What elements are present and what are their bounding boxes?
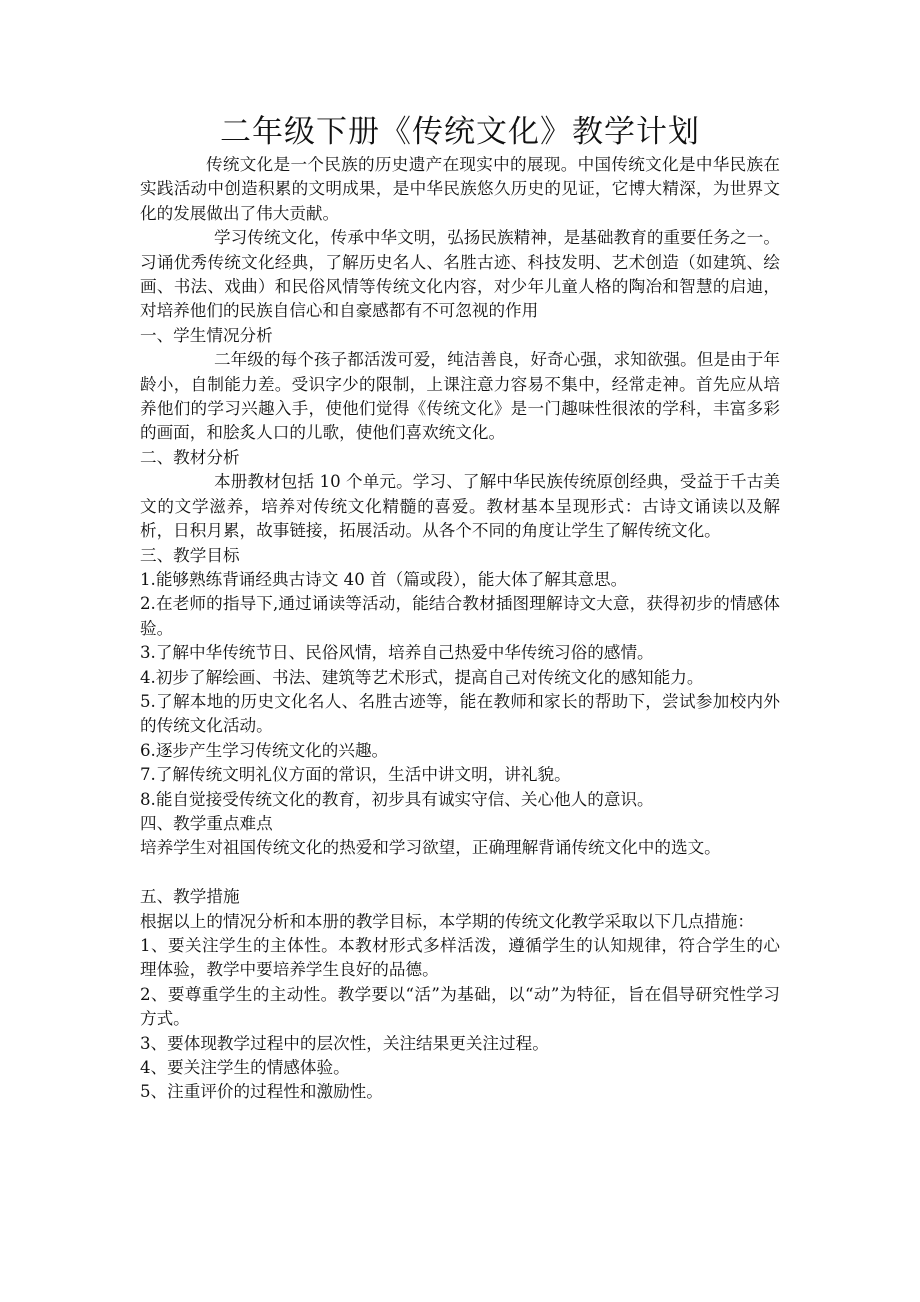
intro-paragraph: 学习传统文化，传承中华文明，弘扬民族精神，是基础教育的重要任务之一。习诵优秀传统文化经典，了解历史名人、名胜古迹、科技发明、艺术创造（如建筑、绘画、书法、戏曲）和民俗风情等传统文化内容，对少年儿童人格的陶冶和智慧的启迪，对培养他们的民族自信心和自豪感都有不可忽视的作用 [140,228,780,321]
section-paragraph: 根据以上的情况分析和本册的教学目标，本学期的传统文化教学采取以下几点措施： [140,911,754,931]
list-item: 3、要体现教学过程中的层次性，关注结果更关注过程。 [140,1033,549,1053]
list-item: 7.了解传统文明礼仪方面的常识，生活中讲文明，讲礼貌。 [140,765,571,785]
list-item: 4.初步了解绘画、书法、建筑等艺术形式，提高自己对传统文化的感知能力。 [140,667,704,687]
section-paragraph: 本册教材包括 10 个单元。学习、了解中华民族传统原创经典，受益于千古美文的文学滋养，培养对传统文化精髓的喜爱。教材基本呈现形式：古诗文诵读以及解析，日积月累，故事链接，拓展活动。从各个不同的角度让学生了解传统文化。 [140,472,780,541]
section-heading: 二、教材分析 [140,447,240,467]
section-heading: 一、学生情况分析 [140,325,273,345]
list-item: 2.在老师的指导下,通过诵读等活动，能结合教材插图理解诗文大意，获得初步的情感体验。 [140,594,780,638]
list-item: 1.能够熟练背诵经典古诗文 40 首（篇或段），能大体了解其意思。 [140,569,628,589]
list-item: 2、要尊重学生的主动性。教学要以“活”为基础，以“动”为特征，旨在倡导研究性学习方式。 [140,984,780,1029]
list-item: 1、要关注学生的主体性。本教材形式多样活泼，遵循学生的认知规律，符合学生的心理体验，教学中要培养学生良好的品德。 [140,935,780,980]
list-item: 4、要关注学生的情感体验。 [140,1058,350,1078]
document-body [140,153,780,1105]
intro-paragraph: 传统文化是一个民族的历史遗产在现实中的展现。中国传统文化是中华民族在实践活动中创造积累的文明成果，是中华民族悠久历史的见证，它博大精深，为世界文化的发展做出了伟大贡献。 [140,155,780,223]
list-item: 8.能自觉接受传统文化的教育，初步具有诚实守信、关心他人的意识。 [140,789,654,809]
blank-line [140,861,780,885]
section-paragraph: 培养学生对祖国传统文化的热爱和学习欲望，正确理解背诵传统文化中的选文。 [140,838,721,858]
list-item: 3.了解中华传统节日、民俗风情，培养自己热爱中华传统习俗的感情。 [140,643,654,663]
section-paragraph: 二年级的每个孩子都活泼可爱，纯洁善良，好奇心强，求知欲强。但是由于年龄小，自制能力差。受识字少的限制，上课注意力容易不集中，经常走神。首先应从培养他们的学习兴趣入手，使他们觉得《传统文化》是一门趣味性很浓的学科，丰富多彩的画面，和脍炙人口的儿歌，使他们喜欢统文化。 [140,350,780,443]
section-heading: 五、教学措施 [140,887,240,907]
document-title: 二年级下册《传统文化》教学计划 [220,114,700,150]
list-item: 5、注重评价的过程性和激励性。 [140,1082,383,1102]
list-item: 6.逐步产生学习传统文化的兴趣。 [140,740,389,760]
section-heading: 四、教学重点难点 [140,813,273,833]
list-item: 5.了解本地的历史文化名人、名胜古迹等，能在教师和家长的帮助下，尝试参加校内外的传统文化活动。 [140,691,780,736]
section-heading: 三、教学目标 [140,545,240,565]
